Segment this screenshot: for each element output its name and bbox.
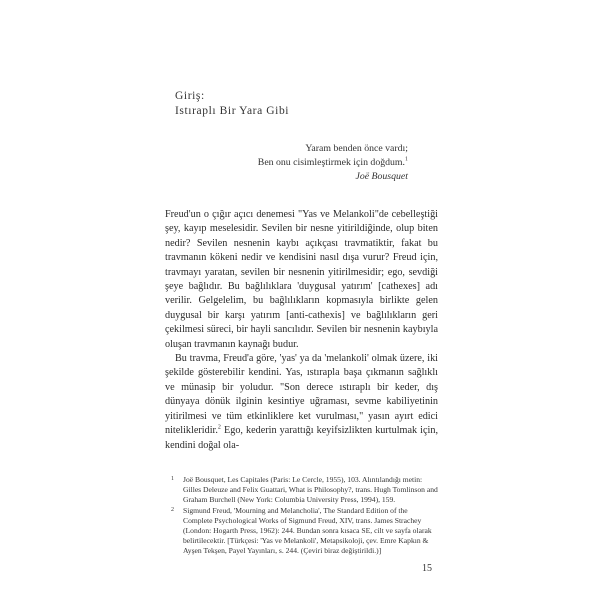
epigraph: [258, 142, 408, 184]
footnotes: [165, 475, 438, 557]
chapter-label: Giriş:: [175, 90, 205, 102]
chapter-heading: [175, 89, 289, 119]
footnote-text: Joë Bousquet, Les Capitales (Paris: Le Cercle, 1955), 103. Alıntılandığı metin: Gilles Deleuze and Felix Guattari, What is Philosophy?, trans. Hugh Tomlinson and Graham Burchell (New York: Columbia University Press, 1994), 159.: [183, 475, 438, 505]
paragraph-2-tail: Ego, kederin yarattığı keyifsizlikten kurtulmak için, kendini doğal ola-: [165, 425, 438, 451]
epigraph-line-2-text: Ben onu cisimleştirmek için doğdum.: [257, 157, 405, 168]
footnote-number: 1: [171, 476, 174, 482]
footnote-2: [165, 506, 438, 557]
paragraph-1: Freud'un o çığır açıcı denemesi "Yas ve Melankoli"de cebelleştiği şey, kayıp meselesidir. Sevilen bir nesne yitirildiğinde, olup biten nedir? Sevilen nesnenin kaybı açıkçası travmatiktir, fakat bu travmanın kökeni nedir ve kendisini nasıl dışa vurur? Freud için, travmayı yaratan, sevilen bir nesnenin yitirilmesidir; ego, sevdiği şeye bağlıdır. Bu bağlılıklara 'duygusal yatırım' [cathexes] adı verilir. Gelgelelim, bu bağlılıkların kopmasıyla birlikte gelen duygusal bir karşı yatırım [anti-cathexis] ve bağlılıkların geri çekilmesi süreci, bir hayli sancılıdır. Sevilen bir nesnenin kaybıyla oluşan travmanın kaynağı budur.: [165, 209, 438, 350]
epigraph-author: Joë Bousquet: [355, 171, 408, 182]
paragraph-2: [165, 352, 438, 453]
page-number: 15: [422, 563, 432, 574]
footnote-text: Sigmund Freud, 'Mourning and Melancholia', The Standard Edition of the Complete Psychological Works of Sigmund Freud, XIV, trans. James Strachey (London: Hogarth Press, 1962): 244. Bundan sonra kısaca SE, cilt ve sayfa olarak belirtilecektir. [Türkçesi: 'Yas ve Melankoli', Metapsikoloji, çev. Emre Kapkın & Ayşen Tekşen, Payel Yayınları, s. 244. (Çeviri biraz değiştirildi.)]: [183, 505, 432, 556]
footnote-ref-2: 2: [217, 424, 221, 431]
paragraph-2-text: Bu travma, Freud'a göre, 'yas' ya da 'melankoli' olmak üzere, iki şekilde gösterebilir kendini. Yas, ıstırapla başa çıkmanın sağlıklı ve münasip bir yoludur. "Son derece ıstıraplı bir keder, dış dünyaya dönük ilginin kesintiye uğraması, sevme kabiliyetinin yitirilmesi ve tüm etkinliklere ket vurulması," yasın ayırt edici nitelikleridir.: [165, 353, 438, 437]
epigraph-line-2: [258, 156, 408, 170]
footnote-1: [165, 475, 438, 506]
footnote-number: 2: [171, 506, 174, 513]
footnote-ref-1: 1: [405, 156, 408, 163]
chapter-title: Istıraplı Bir Yara Gibi: [175, 105, 290, 117]
body-text: [165, 208, 438, 453]
epigraph-line-1: Yaram benden önce vardı;: [305, 143, 408, 154]
